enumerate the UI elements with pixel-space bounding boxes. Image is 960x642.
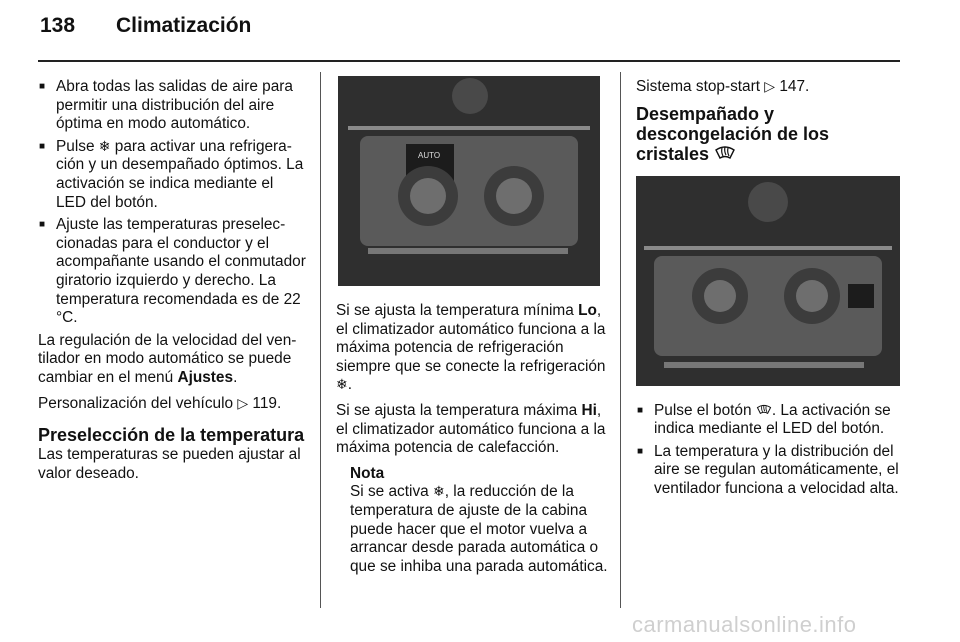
paragraph-text: Si se ajusta la temperatura máxima: [336, 401, 582, 419]
note-text: , la reducción de la temperatura de ajuste de la cabina puede hacer que el motor vuelva a arrancar desde parada automática o que se inhiba una parada automática.: [350, 483, 608, 575]
paragraph-text: La regulación de la velocidad del ventilador en modo automático se puede cambiar en el menú: [38, 331, 297, 386]
column-divider-1: [320, 72, 321, 608]
list-item: ■ La temperatura y la distribución del aire se regulan automáticamente, el ventilador funciona a velocidad alta.: [636, 443, 902, 499]
instruction-list: [38, 78, 306, 328]
defrost-icon: [714, 144, 736, 160]
watermark: carmanualsonline.info: [632, 612, 857, 637]
header-rule: [38, 60, 900, 62]
section-heading-text: Desempañado y descongelación de los cristales: [636, 103, 830, 164]
defrost-instruction-list: [636, 402, 902, 499]
reference-text: Personalización del vehículo: [38, 394, 238, 412]
paragraph-text: .: [233, 368, 238, 386]
column-3: [636, 78, 902, 503]
note-text: Si se activa: [350, 483, 433, 501]
cross-reference[interactable]: Personalización del vehículo ▷ 119.: [38, 394, 282, 412]
column-1: [38, 78, 306, 490]
auto-button-label: AUTO: [418, 151, 441, 160]
list-item: ■ Abra todas las salidas de aire para permitir una distribución del aire óptima en modo automático.: [38, 78, 306, 134]
reference-page: 147: [779, 78, 806, 95]
note-title: Nota: [350, 464, 385, 482]
snowflake-icon: ❄: [432, 484, 445, 501]
snowflake-icon: ❄: [98, 138, 111, 155]
page-number: 138: [40, 14, 76, 37]
climate-panel-illustration: [338, 76, 600, 286]
snowflake-icon: ❄: [336, 377, 348, 394]
column-2: [336, 78, 608, 576]
page-title: Climatización: [116, 14, 252, 37]
reference-page: 119: [252, 394, 277, 412]
paragraph-text: Si se ajusta la temperatura mínima: [336, 302, 579, 319]
paragraph: [38, 332, 306, 388]
page-ref-icon: ▷: [237, 395, 249, 412]
list-item: ■ Ajuste las temperaturas preseleccionadas para el conductor y el acompañante usando el conmutador giratorio izquierdo y derecho. La temperatura recomendada es de 22 °C.: [38, 216, 306, 328]
section-heading: [636, 104, 902, 164]
temp-max-label: Hi: [581, 401, 597, 419]
list-item-text: Pulse el botón: [654, 401, 756, 419]
section-heading: Preselección de la temperatura: [38, 425, 305, 446]
reference-text: Sistema stop-start: [636, 78, 765, 95]
defrost-panel-photo: [636, 176, 900, 386]
list-item: [38, 138, 306, 212]
list-item-text: . La activación se indica mediante el LED del botón.: [654, 401, 891, 438]
page-header: [40, 14, 251, 38]
cross-reference[interactable]: Sistema stop-start ▷ 147.: [636, 78, 810, 95]
defrost-panel-illustration: [636, 176, 900, 386]
paragraph-text: , el climatizador automático funciona a la máxima potencia de calefacción.: [336, 401, 606, 457]
temp-min-label: Lo: [578, 302, 597, 319]
defrost-icon: [756, 403, 772, 415]
list-item-text: para activar una refrigeración y un desempañado óptimos. La activación se indica mediante el LED del botón.: [56, 137, 304, 211]
climate-panel-photo: [338, 76, 600, 286]
menu-name: Ajustes: [177, 368, 234, 386]
list-item-text: Pulse: [56, 137, 99, 155]
note-box: [336, 465, 608, 577]
page-ref-icon: ▷: [764, 79, 776, 95]
column-divider-2: [620, 72, 621, 608]
paragraph: [336, 402, 608, 458]
list-item: [636, 402, 902, 439]
section-text: Las temperaturas se pueden ajustar al valor deseado.: [38, 446, 301, 482]
paragraph: Si se ajusta la temperatura mínima Lo, el climatizador automático funciona a la máxima potencia de refrigeración siempre que se conecte la refrigeración ❄.: [336, 302, 606, 394]
paragraph-text: , el climatizador automático funciona a la máxima potencia de refrigeración siempre que se conecte la refrigeración: [336, 302, 606, 375]
